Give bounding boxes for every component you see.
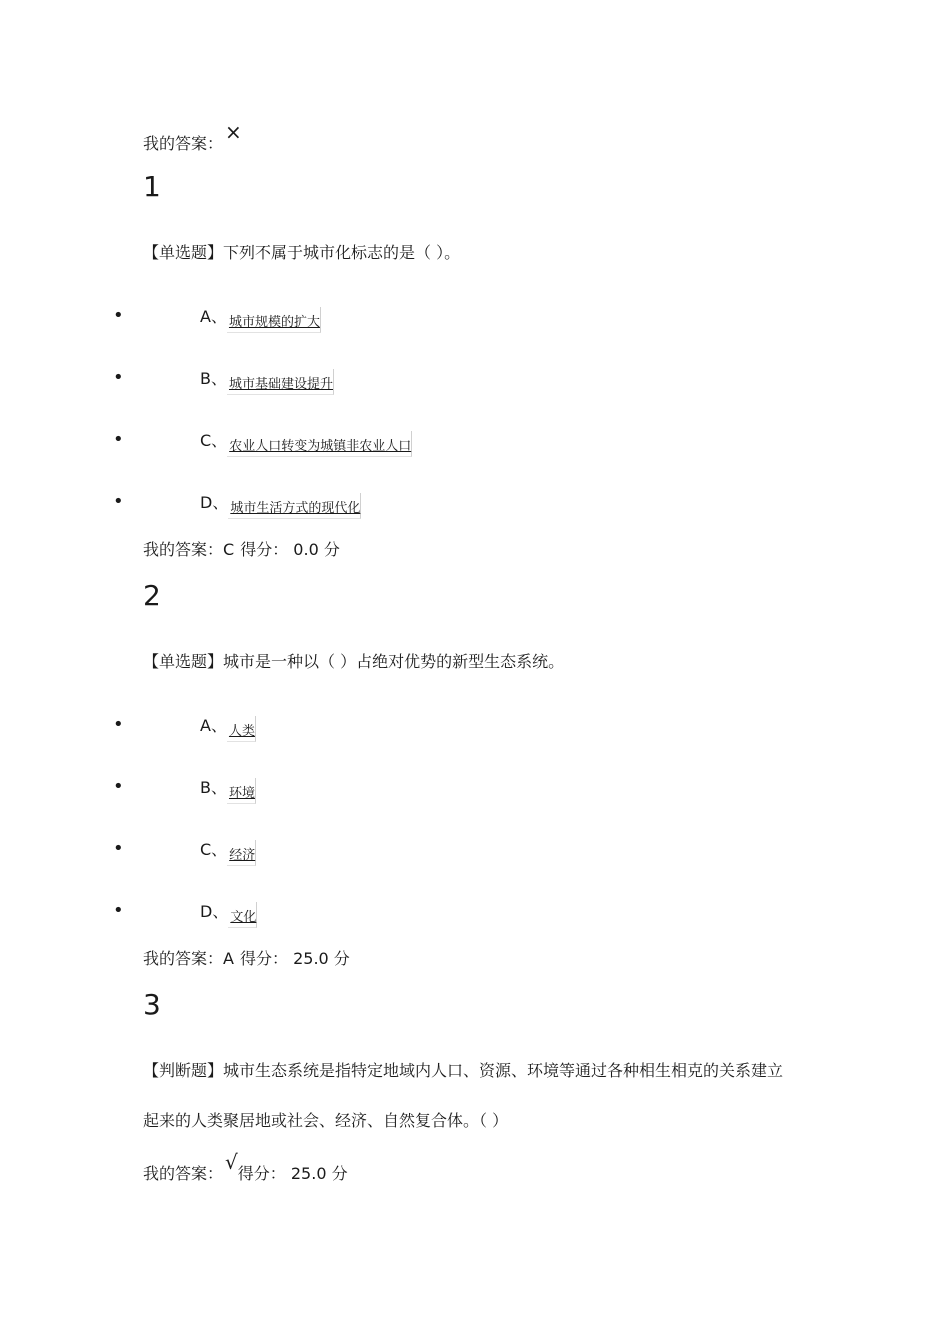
option-text: 城市规模的扩大 xyxy=(227,307,321,333)
score-label: 得分： xyxy=(240,540,289,559)
check-mark: √ xyxy=(225,1150,238,1174)
option-c[interactable] xyxy=(200,427,412,453)
option-text: 文化 xyxy=(228,902,257,928)
option-letter: B、 xyxy=(200,369,227,388)
bullet: • xyxy=(113,429,124,450)
question-number: 1 xyxy=(143,170,161,203)
question-text: 【单选题】城市是一种以（ ）占绝对优势的新型生态系统。 xyxy=(143,652,565,671)
question-number: 3 xyxy=(143,988,161,1021)
my-answer xyxy=(143,537,340,560)
option-letter: B、 xyxy=(200,778,227,797)
answer-label: 我的答案： xyxy=(143,540,224,559)
my-answer xyxy=(143,1150,348,1184)
bullet: • xyxy=(113,714,124,735)
question-number: 2 xyxy=(143,579,161,612)
bullet: • xyxy=(113,900,124,921)
option-b[interactable] xyxy=(200,365,334,391)
bullet: • xyxy=(113,776,124,797)
option-b[interactable] xyxy=(200,774,256,800)
cross-mark: × xyxy=(225,120,242,144)
option-letter: D、 xyxy=(200,902,229,921)
bullet: • xyxy=(113,838,124,859)
option-text: 人类 xyxy=(227,716,256,742)
option-a[interactable] xyxy=(200,303,321,329)
answer-label: 我的答案： xyxy=(143,949,224,968)
option-d[interactable] xyxy=(200,489,361,515)
option-text: 城市生活方式的现代化 xyxy=(228,493,361,519)
answer-value: C xyxy=(223,540,235,559)
score-value: 25.0 分 xyxy=(290,1164,348,1183)
score-label: 得分： xyxy=(239,949,288,968)
option-letter: A、 xyxy=(200,716,227,735)
question-text-line2: 起来的人类聚居地或社会、经济、自然复合体。（ ） xyxy=(143,1111,509,1130)
bullet: • xyxy=(113,491,124,512)
option-a[interactable] xyxy=(200,712,256,738)
answer-label: 我的答案： xyxy=(143,134,224,153)
option-text: 城市基础建设提升 xyxy=(227,369,334,395)
answer-value: A xyxy=(223,949,234,968)
option-letter: C、 xyxy=(200,840,228,859)
score-label: 得分： xyxy=(237,1164,286,1183)
option-letter: A、 xyxy=(200,307,227,326)
question-text: 【单选题】下列不属于城市化标志的是（ ）。 xyxy=(143,243,461,262)
question-text-line1: 【判断题】城市生态系统是指特定地域内人口、资源、环境等通过各种相生相克的关系建立 xyxy=(143,1061,784,1080)
previous-answer xyxy=(143,120,242,154)
option-text: 经济 xyxy=(227,840,256,866)
bullet: • xyxy=(113,367,124,388)
option-d[interactable] xyxy=(200,898,257,924)
option-letter: C、 xyxy=(200,431,228,450)
option-letter: D、 xyxy=(200,493,229,512)
option-text: 农业人口转变为城镇非农业人口 xyxy=(227,431,412,457)
score-value: 25.0 分 xyxy=(293,949,350,968)
bullet: • xyxy=(113,305,124,326)
score-value: 0.0 分 xyxy=(293,540,340,559)
my-answer xyxy=(143,946,350,969)
option-text: 环境 xyxy=(227,778,256,804)
option-c[interactable] xyxy=(200,836,256,862)
answer-label: 我的答案： xyxy=(143,1164,224,1183)
